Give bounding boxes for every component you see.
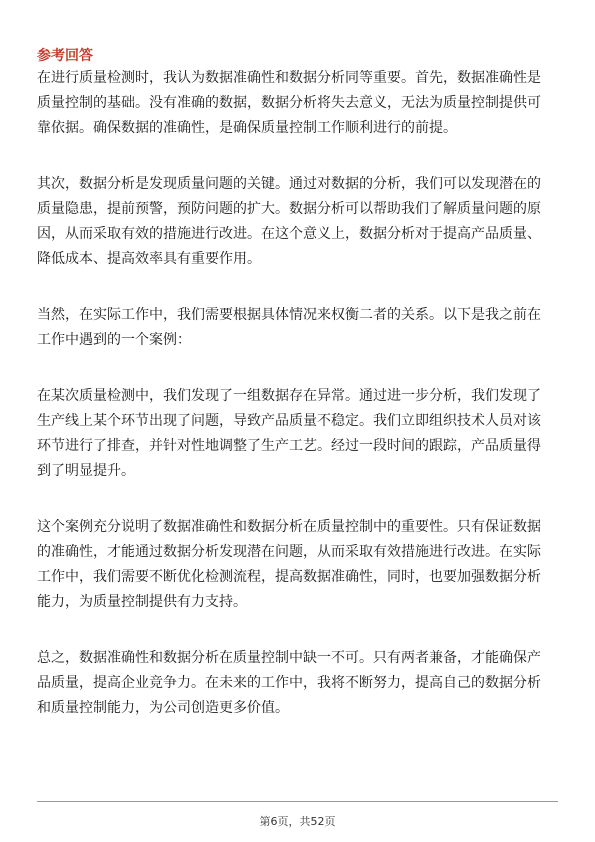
paragraph-line: 品质量，提高企业竞争力。在未来的工作中，我将不断努力，提高自己的数据分析 bbox=[37, 675, 541, 691]
page-number: 第6页，共52页 bbox=[259, 815, 336, 828]
paragraph-line: 环节进行了排查，并针对性地调整了生产工艺。经过一段时间的跟踪，产品质量得 bbox=[37, 438, 541, 454]
paragraph-line: 因，从而采取有效的措施进行改进。在这个意义上，数据分析对于提高产品质量、 bbox=[37, 226, 541, 242]
paragraph-line: 工作中遇到的一个案例： bbox=[37, 332, 191, 348]
paragraph-line: 这个案例充分说明了数据准确性和数据分析在质量控制中的重要性。只有保证数据 bbox=[37, 519, 541, 535]
paragraph-line: 和质量控制能力，为公司创造更多价值。 bbox=[37, 700, 289, 716]
paragraph-2 bbox=[37, 172, 561, 272]
paragraph-3 bbox=[37, 303, 561, 353]
paragraph-line: 当然，在实际工作中，我们需要根据具体情况来权衡二者的关系。以下是我之前在 bbox=[37, 307, 541, 323]
paragraph-line: 靠依据。确保数据的准确性，是确保质量控制工作顺利进行的前提。 bbox=[37, 120, 457, 136]
paragraph-line: 质量隐患，提前预警，预防问题的扩大。数据分析可以帮助我们了解质量问题的原 bbox=[37, 201, 541, 217]
paragraph-line: 到了明显提升。 bbox=[37, 463, 135, 479]
answer-body bbox=[37, 66, 561, 752]
paragraph-line: 能力，为质量控制提供有力支持。 bbox=[37, 594, 247, 610]
paragraph-4 bbox=[37, 384, 561, 484]
paragraph-5 bbox=[37, 515, 561, 615]
paragraph-line: 的准确性，才能通过数据分析发现潜在问题，从而采取有效措施进行改进。在实际 bbox=[37, 544, 541, 560]
paragraph-line: 其次，数据分析是发现质量问题的关键。通过对数据的分析，我们可以发现潜在的 bbox=[37, 176, 541, 192]
paragraph-6 bbox=[37, 646, 561, 721]
paragraph-line: 工作中，我们需要不断优化检测流程，提高数据准确性，同时，也要加强数据分析 bbox=[37, 569, 541, 585]
paragraph-line: 生产线上某个环节出现了问题，导致产品质量不稳定。我们立即组织技术人员对该 bbox=[37, 413, 541, 429]
paragraph-line: 在某次质量检测中，我们发现了一组数据存在异常。通过进一步分析，我们发现了 bbox=[37, 388, 541, 404]
paragraph-line: 在进行质量检测时，我认为数据准确性和数据分析同等重要。首先，数据准确性是 bbox=[37, 70, 541, 86]
paragraph-1 bbox=[37, 66, 561, 141]
paragraph-line: 总之，数据准确性和数据分析在质量控制中缺一不可。只有两者兼备，才能确保产 bbox=[37, 650, 541, 666]
footer-divider bbox=[37, 801, 558, 802]
paragraph-line: 降低成本、提高效率具有重要作用。 bbox=[37, 251, 261, 267]
section-heading: 参考回答 bbox=[37, 48, 93, 64]
paragraph-line: 质量控制的基础。没有准确的数据，数据分析将失去意义，无法为质量控制提供可 bbox=[37, 95, 541, 111]
